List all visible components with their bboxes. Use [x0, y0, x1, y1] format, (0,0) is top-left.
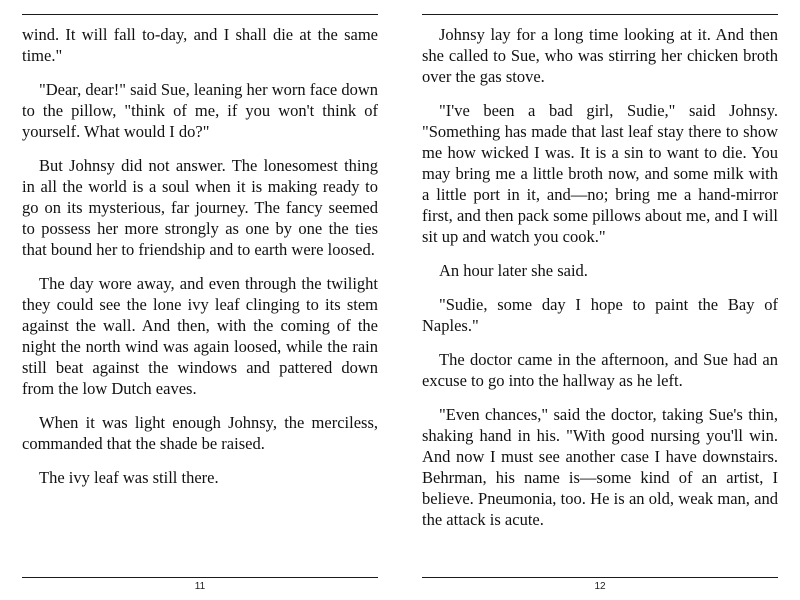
paragraph: The doctor came in the afternoon, and Sue had an excuse to go into the hallway as he left. [422, 350, 778, 390]
paragraph: "Sudie, some day I hope to paint the Bay of Naples." [422, 295, 778, 335]
paragraph: The ivy leaf was still there. [39, 468, 219, 487]
paragraph: "Dear, dear!" said Sue, leaning her worn face down to the pillow, "think of me, if you won't think of yourself. What would I do?" [22, 80, 379, 141]
right-page [422, 0, 778, 600]
paragraph: wind. It will fall to-day, and I shall die at the same time." [22, 25, 378, 65]
paragraph: Johnsy lay for a long time looking at it. And then she called to Sue, who was stirring her chicken broth over the gas stove. [422, 25, 778, 86]
page-number: 11 [194, 581, 206, 592]
paragraph: An hour later she said. [439, 261, 588, 280]
paragraph: When it was light enough Johnsy, the merciless, commanded that the shade be raised. [22, 413, 378, 453]
bottom-rule [422, 577, 778, 578]
top-rule [22, 14, 378, 15]
paragraph: The day wore away, and even through the twilight they could see the lone ivy leaf clinging to its stem against the wall. And then, with the coming of the night the north wind was again loosed, while the rain still beat against the windows and pattered down from the low Dutch eaves. [22, 274, 378, 398]
page-body-text [22, 24, 378, 501]
page-number: 12 [594, 581, 606, 592]
left-page [22, 0, 378, 600]
bottom-rule [22, 577, 378, 578]
top-rule [422, 14, 778, 15]
paragraph: But Johnsy did not answer. The lonesomest thing in all the world is a soul when it is making ready to go on its mysterious, far journey. The fancy seemed to possess her more strongly as one by one the ties that bound her to friendship and to earth were loosed. [22, 156, 378, 259]
paragraph: "Even chances," said the doctor, taking Sue's thin, shaking hand in his. "With good nursing you'll win. And now I must see another case I have downstairs. Behrman, his name is—some kind of an artist, I believe. Pneumonia, too. He is an old, weak man, and the attack is acute. [422, 405, 778, 529]
paragraph: "I've been a bad girl, Sudie," said Johnsy. "Something has made that last leaf stay there to show me how wicked I was. It is a sin to want to die. You may bring me a little broth now, and some milk with a little port in it, and—no; bring me a hand-mirror first, and then pack some pillows about me, and I will sit up and watch you cook." [422, 101, 778, 246]
page-body-text [422, 24, 778, 543]
